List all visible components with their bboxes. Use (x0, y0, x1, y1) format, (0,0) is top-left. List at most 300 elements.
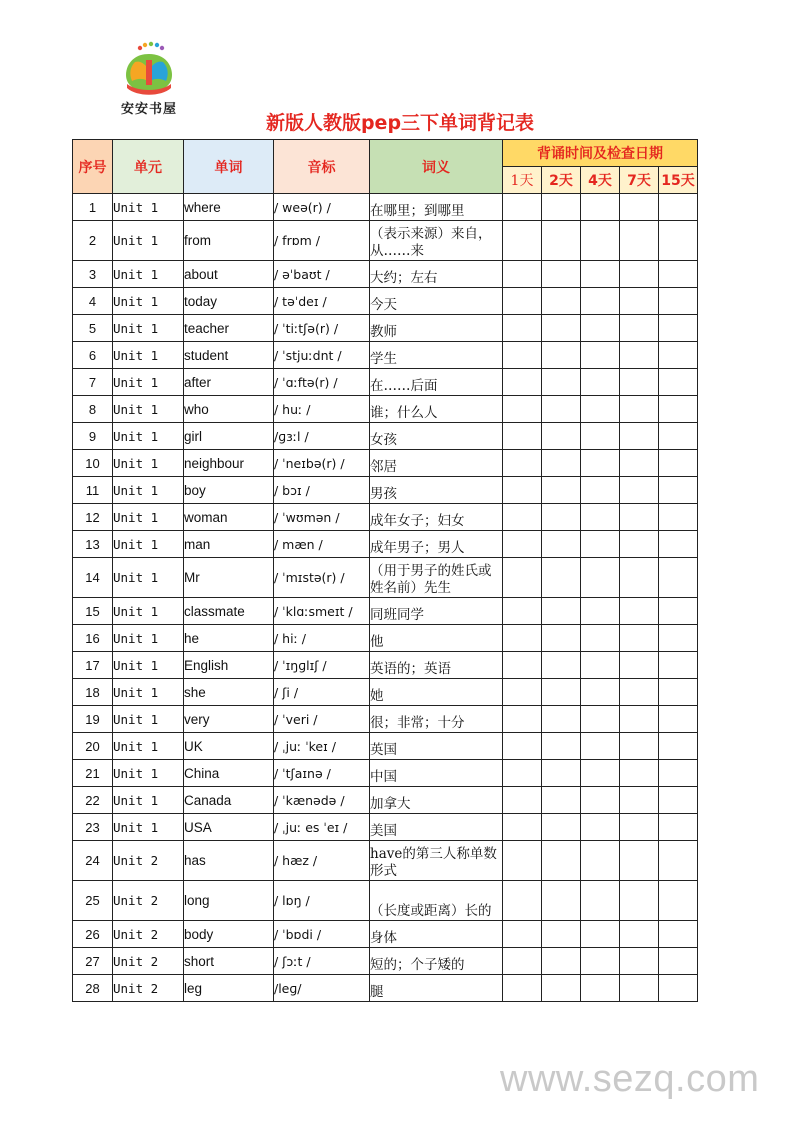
row-phonetic: / ʃɔːt / (274, 948, 370, 975)
review-checkbox-cell[interactable] (503, 342, 542, 369)
row-unit: Unit 1 (113, 396, 184, 423)
row-meaning: 同班同学 (370, 598, 503, 625)
row-phonetic: / ˈveri / (274, 706, 370, 733)
row-unit: Unit 1 (113, 733, 184, 760)
review-checkbox-cell[interactable] (503, 288, 542, 315)
review-checkbox-cell[interactable] (659, 652, 698, 679)
review-checkbox-cell[interactable] (659, 315, 698, 342)
review-checkbox-cell[interactable] (503, 787, 542, 814)
review-checkbox-cell[interactable] (581, 531, 620, 558)
review-checkbox-cell[interactable] (620, 342, 659, 369)
review-checkbox-cell[interactable] (620, 948, 659, 975)
review-checkbox-cell[interactable] (620, 706, 659, 733)
review-checkbox-cell[interactable] (581, 477, 620, 504)
review-checkbox-cell[interactable] (503, 450, 542, 477)
review-checkbox-cell[interactable] (659, 814, 698, 841)
row-number: 20 (73, 733, 113, 760)
review-checkbox-cell[interactable] (620, 396, 659, 423)
review-checkbox-cell[interactable] (542, 921, 581, 948)
row-unit: Unit 1 (113, 760, 184, 787)
review-checkbox-cell[interactable] (581, 787, 620, 814)
row-word: she (184, 679, 274, 706)
review-checkbox-cell[interactable] (659, 881, 698, 921)
row-number: 16 (73, 625, 113, 652)
table-row (73, 450, 698, 477)
review-checkbox-cell[interactable] (581, 652, 620, 679)
table-row (73, 948, 698, 975)
review-checkbox-cell[interactable] (503, 369, 542, 396)
row-word: UK (184, 733, 274, 760)
row-meaning: 很；非常；十分 (370, 706, 503, 733)
review-checkbox-cell[interactable] (659, 194, 698, 221)
review-checkbox-cell[interactable] (620, 652, 659, 679)
row-phonetic: / əˈbaʊt / (274, 261, 370, 288)
row-unit: Unit 1 (113, 679, 184, 706)
review-checkbox-cell[interactable] (620, 881, 659, 921)
row-unit: Unit 2 (113, 881, 184, 921)
header-seq: 序号 (73, 140, 113, 194)
row-word: USA (184, 814, 274, 841)
review-checkbox-cell[interactable] (581, 760, 620, 787)
row-word: girl (184, 423, 274, 450)
row-meaning: 女孩 (370, 423, 503, 450)
row-phonetic: / ˈwʊmən / (274, 504, 370, 531)
review-checkbox-cell[interactable] (620, 194, 659, 221)
row-phonetic: / ˈneɪbə(r) / (274, 450, 370, 477)
review-checkbox-cell[interactable] (542, 558, 581, 598)
review-checkbox-cell[interactable] (542, 841, 581, 881)
review-checkbox-cell[interactable] (503, 315, 542, 342)
row-phonetic: / hiː / (274, 625, 370, 652)
review-checkbox-cell[interactable] (542, 760, 581, 787)
review-checkbox-cell[interactable] (542, 598, 581, 625)
row-unit: Unit 1 (113, 194, 184, 221)
row-phonetic: / ˈstjuːdnt / (274, 342, 370, 369)
watermark: www.sezq.com (500, 1058, 760, 1100)
row-meaning: 谁；什么人 (370, 396, 503, 423)
review-checkbox-cell[interactable] (620, 598, 659, 625)
review-checkbox-cell[interactable] (581, 396, 620, 423)
table-row (73, 625, 698, 652)
review-checkbox-cell[interactable] (581, 706, 620, 733)
table-row (73, 288, 698, 315)
review-checkbox-cell[interactable] (542, 652, 581, 679)
review-checkbox-cell[interactable] (542, 221, 581, 261)
row-word: teacher (184, 315, 274, 342)
row-number: 15 (73, 598, 113, 625)
review-checkbox-cell[interactable] (581, 625, 620, 652)
table-row (73, 423, 698, 450)
table-row (73, 477, 698, 504)
review-checkbox-cell[interactable] (503, 733, 542, 760)
review-checkbox-cell[interactable] (503, 558, 542, 598)
review-checkbox-cell[interactable] (659, 841, 698, 881)
row-phonetic: / ˈɑːftə(r) / (274, 369, 370, 396)
review-checkbox-cell[interactable] (542, 423, 581, 450)
row-meaning: 身体 (370, 921, 503, 948)
review-checkbox-cell[interactable] (503, 504, 542, 531)
review-checkbox-cell[interactable] (620, 369, 659, 396)
row-meaning: 在哪里；到哪里 (370, 194, 503, 221)
row-number: 5 (73, 315, 113, 342)
review-checkbox-cell[interactable] (620, 625, 659, 652)
review-checkbox-cell[interactable] (659, 733, 698, 760)
row-number: 26 (73, 921, 113, 948)
header-day-4: 4天 (581, 167, 620, 194)
review-checkbox-cell[interactable] (659, 477, 698, 504)
row-phonetic: / bɔɪ / (274, 477, 370, 504)
review-checkbox-cell[interactable] (503, 679, 542, 706)
review-checkbox-cell[interactable] (542, 625, 581, 652)
review-checkbox-cell[interactable] (581, 315, 620, 342)
table-row (73, 921, 698, 948)
row-meaning: （表示来源）来自，从……来 (370, 221, 503, 261)
review-checkbox-cell[interactable] (659, 531, 698, 558)
review-checkbox-cell[interactable] (620, 733, 659, 760)
review-checkbox-cell[interactable] (581, 975, 620, 1002)
review-checkbox-cell[interactable] (503, 760, 542, 787)
review-checkbox-cell[interactable] (542, 450, 581, 477)
review-checkbox-cell[interactable] (581, 598, 620, 625)
row-meaning: 邻居 (370, 450, 503, 477)
review-checkbox-cell[interactable] (542, 948, 581, 975)
row-number: 21 (73, 760, 113, 787)
logo-text: 安安书屋 (120, 102, 177, 117)
review-checkbox-cell[interactable] (503, 221, 542, 261)
review-checkbox-cell[interactable] (503, 423, 542, 450)
review-checkbox-cell[interactable] (542, 881, 581, 921)
row-unit: Unit 1 (113, 598, 184, 625)
row-unit: Unit 1 (113, 315, 184, 342)
row-unit: Unit 1 (113, 625, 184, 652)
row-word: after (184, 369, 274, 396)
row-phonetic: / ˌjuː es ˈeɪ / (274, 814, 370, 841)
review-checkbox-cell[interactable] (503, 921, 542, 948)
row-word: Canada (184, 787, 274, 814)
row-meaning: 腿 (370, 975, 503, 1002)
review-checkbox-cell[interactable] (620, 450, 659, 477)
review-checkbox-cell[interactable] (581, 504, 620, 531)
row-number: 19 (73, 706, 113, 733)
review-checkbox-cell[interactable] (503, 531, 542, 558)
review-checkbox-cell[interactable] (503, 881, 542, 921)
row-meaning: 她 (370, 679, 503, 706)
row-word: short (184, 948, 274, 975)
review-checkbox-cell[interactable] (620, 841, 659, 881)
row-word: student (184, 342, 274, 369)
review-checkbox-cell[interactable] (542, 679, 581, 706)
row-meaning: 男孩 (370, 477, 503, 504)
review-checkbox-cell[interactable] (542, 194, 581, 221)
review-checkbox-cell[interactable] (659, 598, 698, 625)
review-checkbox-cell[interactable] (659, 423, 698, 450)
review-checkbox-cell[interactable] (620, 760, 659, 787)
table-row (73, 194, 698, 221)
row-meaning: 英国 (370, 733, 503, 760)
review-checkbox-cell[interactable] (503, 652, 542, 679)
review-checkbox-cell[interactable] (620, 975, 659, 1002)
review-checkbox-cell[interactable] (659, 261, 698, 288)
table-row (73, 396, 698, 423)
row-unit: Unit 1 (113, 450, 184, 477)
row-unit: Unit 1 (113, 531, 184, 558)
row-unit: Unit 1 (113, 787, 184, 814)
row-word: boy (184, 477, 274, 504)
review-checkbox-cell[interactable] (581, 450, 620, 477)
review-checkbox-cell[interactable] (581, 881, 620, 921)
row-meaning: 教师 (370, 315, 503, 342)
header-word: 单词 (184, 140, 274, 194)
review-checkbox-cell[interactable] (581, 261, 620, 288)
header-day-15: 15天 (659, 167, 698, 194)
review-checkbox-cell[interactable] (542, 396, 581, 423)
review-checkbox-cell[interactable] (581, 733, 620, 760)
header-unit: 单元 (113, 140, 184, 194)
row-word: China (184, 760, 274, 787)
row-unit: Unit 2 (113, 841, 184, 881)
review-checkbox-cell[interactable] (542, 261, 581, 288)
review-checkbox-cell[interactable] (542, 787, 581, 814)
review-checkbox-cell[interactable] (659, 558, 698, 598)
review-checkbox-cell[interactable] (542, 733, 581, 760)
row-phonetic: / hæz / (274, 841, 370, 881)
table-row (73, 315, 698, 342)
row-phonetic: / huː / (274, 396, 370, 423)
row-word: leg (184, 975, 274, 1002)
row-word: body (184, 921, 274, 948)
review-checkbox-cell[interactable] (620, 679, 659, 706)
review-checkbox-cell[interactable] (542, 288, 581, 315)
review-checkbox-cell[interactable] (581, 814, 620, 841)
review-checkbox-cell[interactable] (620, 423, 659, 450)
row-unit: Unit 1 (113, 558, 184, 598)
table-row (73, 841, 698, 881)
table-row (73, 652, 698, 679)
table-row (73, 975, 698, 1002)
row-number: 17 (73, 652, 113, 679)
review-checkbox-cell[interactable] (620, 315, 659, 342)
row-meaning: 学生 (370, 342, 503, 369)
row-unit: Unit 1 (113, 477, 184, 504)
row-number: 4 (73, 288, 113, 315)
row-number: 14 (73, 558, 113, 598)
review-checkbox-cell[interactable] (659, 396, 698, 423)
row-meaning: have的第三人称单数形式 (370, 841, 503, 881)
row-phonetic: / ˈmɪstə(r) / (274, 558, 370, 598)
row-number: 24 (73, 841, 113, 881)
review-checkbox-cell[interactable] (620, 787, 659, 814)
row-number: 28 (73, 975, 113, 1002)
review-checkbox-cell[interactable] (581, 221, 620, 261)
table-row (73, 706, 698, 733)
review-checkbox-cell[interactable] (620, 921, 659, 948)
header-ipa: 音标 (274, 140, 370, 194)
row-phonetic: / ˌjuː ˈkeɪ / (274, 733, 370, 760)
row-phonetic: /ɡɜːl / (274, 423, 370, 450)
header-day-1: 1天 (503, 167, 542, 194)
review-checkbox-cell[interactable] (542, 975, 581, 1002)
review-checkbox-cell[interactable] (659, 450, 698, 477)
review-checkbox-cell[interactable] (659, 760, 698, 787)
review-checkbox-cell[interactable] (620, 504, 659, 531)
table-row (73, 369, 698, 396)
review-checkbox-cell[interactable] (659, 787, 698, 814)
review-checkbox-cell[interactable] (659, 221, 698, 261)
review-checkbox-cell[interactable] (503, 598, 542, 625)
row-meaning: （用于男子的姓氏或姓名前）先生 (370, 558, 503, 598)
row-meaning: （长度或距离）长的 (370, 881, 503, 921)
review-checkbox-cell[interactable] (659, 288, 698, 315)
review-checkbox-cell[interactable] (581, 423, 620, 450)
row-unit: Unit 1 (113, 504, 184, 531)
review-checkbox-cell[interactable] (503, 194, 542, 221)
review-checkbox-cell[interactable] (659, 625, 698, 652)
review-checkbox-cell[interactable] (620, 477, 659, 504)
row-word: about (184, 261, 274, 288)
page-title: 新版人教版pep三下单词背记表 (265, 112, 535, 134)
row-phonetic: / ˈtiːtʃə(r) / (274, 315, 370, 342)
row-word: English (184, 652, 274, 679)
row-number: 9 (73, 423, 113, 450)
table-row (73, 733, 698, 760)
review-checkbox-cell[interactable] (503, 625, 542, 652)
row-number: 6 (73, 342, 113, 369)
review-checkbox-cell[interactable] (503, 841, 542, 881)
row-word: today (184, 288, 274, 315)
row-phonetic: / ˈtʃaɪnə / (274, 760, 370, 787)
table-row (73, 221, 698, 261)
row-number: 11 (73, 477, 113, 504)
review-checkbox-cell[interactable] (659, 921, 698, 948)
row-meaning: 大约；左右 (370, 261, 503, 288)
row-unit: Unit 1 (113, 288, 184, 315)
review-checkbox-cell[interactable] (503, 396, 542, 423)
review-checkbox-cell[interactable] (659, 342, 698, 369)
review-checkbox-cell[interactable] (503, 948, 542, 975)
table-row (73, 261, 698, 288)
table-row (73, 342, 698, 369)
review-checkbox-cell[interactable] (659, 706, 698, 733)
row-number: 13 (73, 531, 113, 558)
review-checkbox-cell[interactable] (503, 814, 542, 841)
row-unit: Unit 2 (113, 921, 184, 948)
row-word: he (184, 625, 274, 652)
review-checkbox-cell[interactable] (581, 288, 620, 315)
row-phonetic: / ˈkænədə / (274, 787, 370, 814)
review-checkbox-cell[interactable] (581, 841, 620, 881)
review-checkbox-cell[interactable] (581, 558, 620, 598)
row-unit: Unit 1 (113, 652, 184, 679)
header-review: 背诵时间及检查日期 (503, 140, 698, 167)
review-checkbox-cell[interactable] (542, 706, 581, 733)
row-meaning: 他 (370, 625, 503, 652)
review-checkbox-cell[interactable] (659, 948, 698, 975)
header-day-7: 7天 (620, 167, 659, 194)
review-checkbox-cell[interactable] (620, 531, 659, 558)
row-number: 8 (73, 396, 113, 423)
review-checkbox-cell[interactable] (620, 221, 659, 261)
review-checkbox-cell[interactable] (542, 531, 581, 558)
review-checkbox-cell[interactable] (503, 261, 542, 288)
review-checkbox-cell[interactable] (542, 369, 581, 396)
row-unit: Unit 1 (113, 814, 184, 841)
row-number: 7 (73, 369, 113, 396)
row-word: woman (184, 504, 274, 531)
review-checkbox-cell[interactable] (581, 679, 620, 706)
row-word: has (184, 841, 274, 881)
row-word: classmate (184, 598, 274, 625)
row-phonetic: /leɡ/ (274, 975, 370, 1002)
book-tree-logo-icon (113, 40, 185, 100)
review-checkbox-cell[interactable] (503, 477, 542, 504)
review-checkbox-cell[interactable] (659, 679, 698, 706)
row-unit: Unit 1 (113, 369, 184, 396)
review-checkbox-cell[interactable] (503, 706, 542, 733)
row-phonetic: / mæn / (274, 531, 370, 558)
row-number: 27 (73, 948, 113, 975)
header-day-2: 2天 (542, 167, 581, 194)
row-phonetic: / ˈklɑːsmeɪt / (274, 598, 370, 625)
row-meaning: 成年女子；妇女 (370, 504, 503, 531)
row-meaning: 加拿大 (370, 787, 503, 814)
row-word: who (184, 396, 274, 423)
review-checkbox-cell[interactable] (542, 477, 581, 504)
review-checkbox-cell[interactable] (620, 261, 659, 288)
table-row (73, 814, 698, 841)
review-checkbox-cell[interactable] (503, 975, 542, 1002)
row-number: 1 (73, 194, 113, 221)
row-meaning: 今天 (370, 288, 503, 315)
row-phonetic: / frɒm / (274, 221, 370, 261)
row-phonetic: / lɒŋ / (274, 881, 370, 921)
review-checkbox-cell[interactable] (542, 504, 581, 531)
review-checkbox-cell[interactable] (620, 558, 659, 598)
row-unit: Unit 1 (113, 423, 184, 450)
row-phonetic: / ˈbɒdi / (274, 921, 370, 948)
row-meaning: 短的；个子矮的 (370, 948, 503, 975)
review-checkbox-cell[interactable] (542, 315, 581, 342)
row-word: from (184, 221, 274, 261)
row-meaning: 中国 (370, 760, 503, 787)
row-number: 3 (73, 261, 113, 288)
row-phonetic: / weə(r) / (274, 194, 370, 221)
row-word: Mr (184, 558, 274, 598)
review-checkbox-cell[interactable] (620, 288, 659, 315)
row-word: very (184, 706, 274, 733)
review-checkbox-cell[interactable] (620, 814, 659, 841)
row-unit: Unit 2 (113, 975, 184, 1002)
review-checkbox-cell[interactable] (542, 342, 581, 369)
review-checkbox-cell[interactable] (581, 948, 620, 975)
review-checkbox-cell[interactable] (581, 921, 620, 948)
row-phonetic: / təˈdeɪ / (274, 288, 370, 315)
review-checkbox-cell[interactable] (659, 369, 698, 396)
row-word: long (184, 881, 274, 921)
review-checkbox-cell[interactable] (659, 975, 698, 1002)
table-row (73, 558, 698, 598)
row-number: 12 (73, 504, 113, 531)
table-row (73, 760, 698, 787)
review-checkbox-cell[interactable] (581, 194, 620, 221)
review-checkbox-cell[interactable] (581, 369, 620, 396)
row-meaning: 美国 (370, 814, 503, 841)
row-unit: Unit 1 (113, 261, 184, 288)
review-checkbox-cell[interactable] (659, 504, 698, 531)
row-phonetic: / ˈɪŋɡlɪʃ / (274, 652, 370, 679)
review-checkbox-cell[interactable] (542, 814, 581, 841)
word-table (72, 139, 698, 1002)
review-checkbox-cell[interactable] (581, 342, 620, 369)
